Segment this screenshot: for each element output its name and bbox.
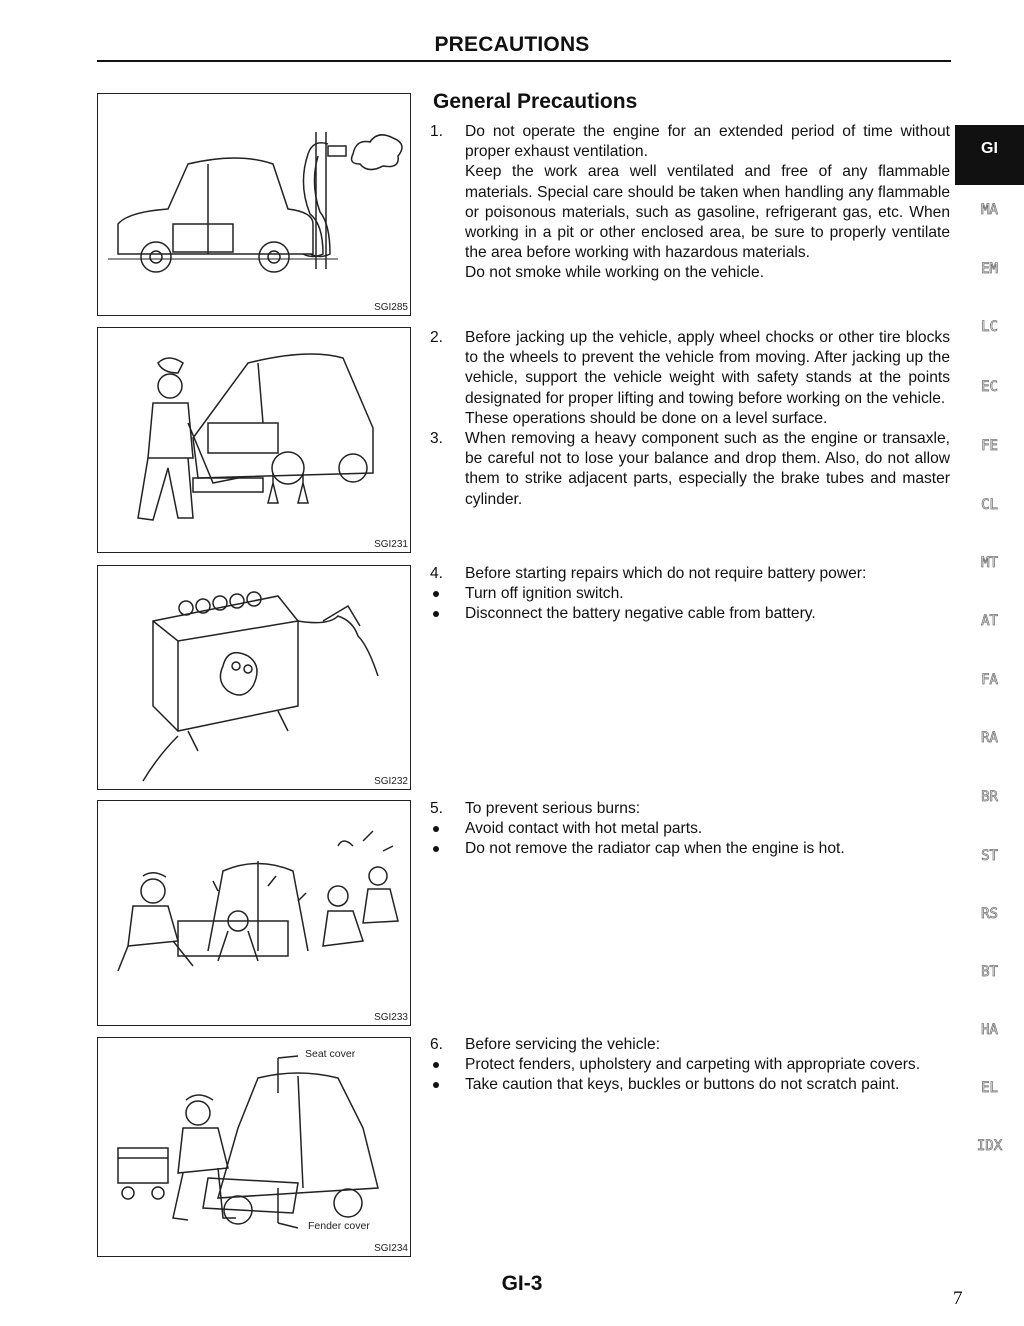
figure-jacking-vehicle bbox=[97, 327, 411, 553]
figure-battery-disconnect bbox=[97, 565, 411, 790]
item-text: These operations should be done on a level surface. bbox=[465, 409, 828, 427]
bullet-text: Do not remove the radiator cap when the engine is hot. bbox=[465, 840, 845, 858]
item-number: 5. bbox=[430, 800, 444, 817]
bullet-text: Disconnect the battery negative cable from battery. bbox=[465, 605, 816, 623]
bullet-text: Turn off ignition switch. bbox=[465, 585, 624, 603]
fender-cover-label: Fender cover bbox=[308, 1220, 370, 1232]
tab-rs[interactable]: RS bbox=[981, 906, 998, 922]
figure-exhaust-ventilation bbox=[97, 93, 411, 316]
tab-ha[interactable]: HA bbox=[981, 1022, 998, 1038]
tab-cl[interactable]: CL bbox=[981, 497, 998, 513]
tab-gi[interactable]: GI bbox=[955, 125, 1024, 185]
tab-fe[interactable]: FE bbox=[981, 438, 998, 454]
figure-code: SGI232 bbox=[374, 776, 408, 787]
tab-idx[interactable]: IDX bbox=[976, 1138, 1003, 1154]
item-text: Do not operate the engine for an extended period of time without proper exhaust ventilation. bbox=[465, 123, 950, 161]
figure-code: SGI231 bbox=[374, 539, 408, 550]
item-text: When removing a heavy component such as the engine or transaxle, be careful not to lose your balance and drop them. Also, do not allow them to strike adjacent parts, especially the brake tubes and master cylinder. bbox=[465, 430, 950, 508]
bullet-icon bbox=[433, 826, 439, 832]
tab-el[interactable]: EL bbox=[981, 1080, 998, 1096]
tab-ra[interactable]: RA bbox=[981, 730, 998, 746]
title-rule bbox=[97, 60, 951, 62]
jacking-illustration bbox=[98, 328, 410, 552]
figure-protective-covers bbox=[97, 1037, 411, 1257]
precaution-item-1 bbox=[430, 122, 950, 284]
precaution-item-5 bbox=[430, 799, 950, 860]
item-number: 6. bbox=[430, 1036, 444, 1053]
tab-st[interactable]: ST bbox=[981, 848, 998, 864]
tab-mt[interactable]: MT bbox=[981, 555, 998, 571]
item-text: Before servicing the vehicle: bbox=[465, 1036, 661, 1053]
tab-at[interactable]: AT bbox=[981, 613, 998, 629]
bullet-icon bbox=[433, 591, 439, 597]
tab-ma[interactable]: MA bbox=[981, 202, 998, 218]
bullet-icon bbox=[433, 611, 439, 617]
section-title: General Precautions bbox=[433, 90, 638, 113]
bullet-text: Protect fenders, upholstery and carpeting with appropriate covers. bbox=[465, 1056, 921, 1074]
seat-cover-label: Seat cover bbox=[305, 1048, 356, 1060]
page-number: 7 bbox=[953, 1288, 963, 1309]
figure-code: SGI233 bbox=[374, 1012, 408, 1023]
item-text: Do not smoke while working on the vehicle. bbox=[465, 264, 765, 282]
figure-code: SGI285 bbox=[374, 302, 408, 313]
item-number: 1. bbox=[430, 123, 444, 140]
precaution-item-4 bbox=[430, 564, 950, 625]
bullet-icon bbox=[433, 1082, 439, 1088]
bullet-text: Take caution that keys, buckles or buttons do not scratch paint. bbox=[465, 1076, 900, 1094]
tab-br[interactable]: BR bbox=[981, 789, 998, 805]
item-text: Before jacking up the vehicle, apply wheel chocks or other tire blocks to the wheels to prevent the vehicle from moving. After jacking up the vehicle, support the vehicle weight with safety stands at the points designated for proper lifting and towing before working on the vehicle. bbox=[465, 329, 950, 407]
item-text: Before starting repairs which do not require battery power: bbox=[465, 565, 867, 582]
figure-code: SGI234 bbox=[374, 1243, 408, 1254]
tab-bt[interactable]: BT bbox=[981, 964, 998, 980]
bullet-icon bbox=[433, 1062, 439, 1068]
tab-em[interactable]: EM bbox=[981, 261, 998, 277]
tab-lc[interactable]: LC bbox=[981, 319, 998, 335]
radiator-burn-illustration bbox=[98, 801, 410, 1025]
tab-fa[interactable]: FA bbox=[981, 672, 998, 688]
item-text: To prevent serious burns: bbox=[465, 800, 641, 817]
exhaust-car-illustration bbox=[98, 94, 410, 315]
item-number: 4. bbox=[430, 565, 444, 582]
item-number: 2. bbox=[430, 329, 444, 346]
bullet-icon bbox=[433, 846, 439, 852]
bullet-text: Avoid contact with hot metal parts. bbox=[465, 820, 703, 838]
page-code: GI-3 bbox=[501, 1272, 543, 1295]
item-text: Keep the work area well ventilated and free of any flammable materials. Special care should be taken when handling any flammable or poisonous materials, such as gasoline, refrigerant gas, etc. When working in a pit or other enclosed area, be sure to properly ventilate the area before working with hazardous materials. bbox=[465, 163, 950, 262]
battery-illustration bbox=[98, 566, 410, 789]
item-number: 3. bbox=[430, 430, 444, 448]
page-title: PRECAUTIONS bbox=[434, 33, 590, 56]
precaution-items-2-3 bbox=[430, 328, 950, 510]
precaution-item-6 bbox=[430, 1035, 950, 1096]
tab-ec[interactable]: EC bbox=[981, 379, 998, 395]
figure-hot-radiator bbox=[97, 800, 411, 1026]
